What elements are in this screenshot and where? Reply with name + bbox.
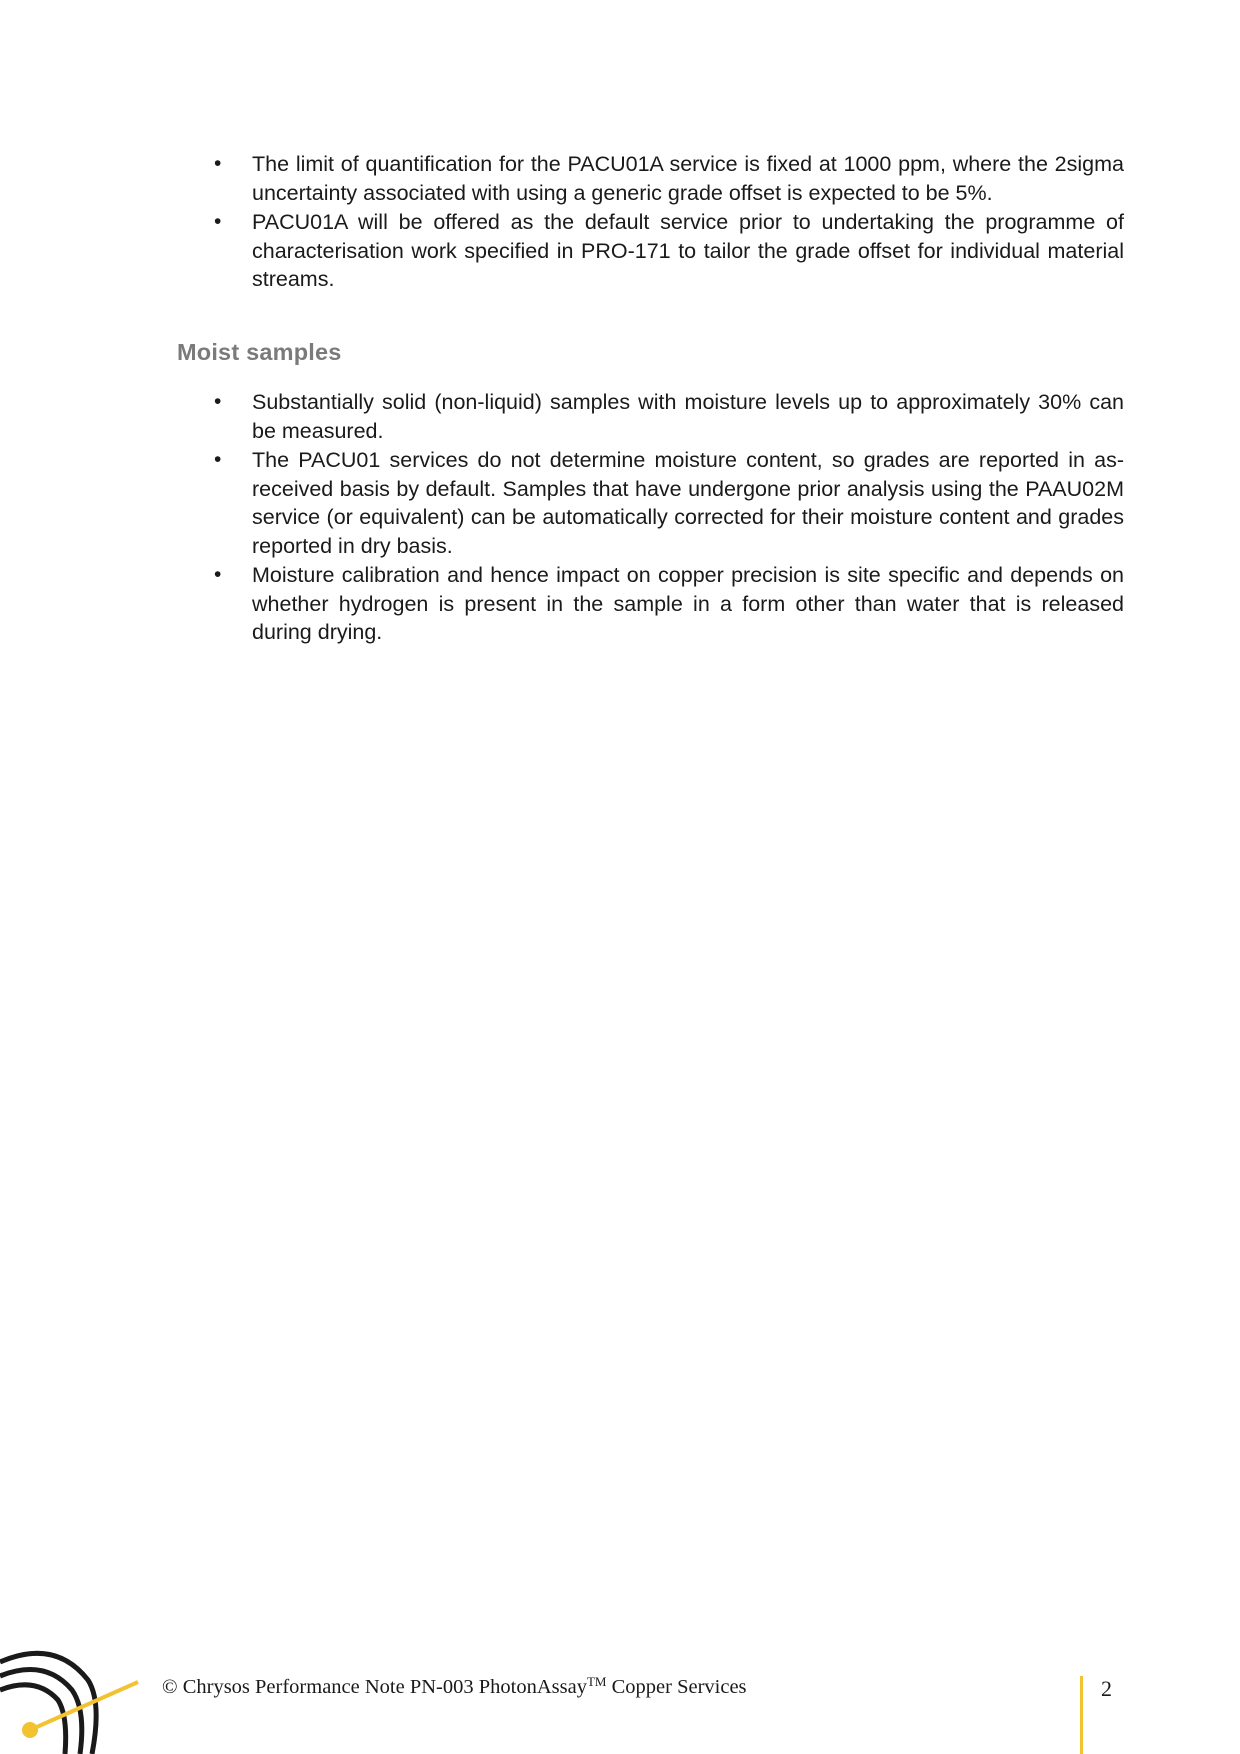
- bullet-icon: •: [214, 448, 222, 471]
- list-item: [212, 388, 1124, 445]
- bullet-text: Moisture calibration and hence impact on copper precision is site specific and depends on whether hydrogen is present in the sample in a form other than water that is released during drying.: [252, 563, 1124, 644]
- bullet-text: Substantially solid (non-liquid) samples with moisture levels up to approximately 30% can be measured.: [252, 390, 1124, 443]
- bullet-text: The PACU01 services do not determine moisture content, so grades are reported in as-received basis by default. Samples that have undergone prior analysis using the PAAU02M service (or equivalent) can be automatically corrected for their moisture content and grades reported in dry basis.: [252, 448, 1124, 558]
- trademark-mark: TM: [586, 1674, 607, 1689]
- section-heading-moist-samples: Moist samples: [177, 339, 342, 365]
- footer-divider: [1080, 1676, 1083, 1754]
- list-item: [212, 561, 1124, 647]
- bullet-icon: •: [214, 563, 222, 586]
- list-item: [212, 150, 1124, 207]
- footer-title-suffix: Copper Services: [611, 1676, 747, 1698]
- list-item: [212, 446, 1124, 560]
- footer-caption: [162, 1674, 747, 1699]
- bullet-icon: •: [214, 210, 222, 233]
- bullet-text: The limit of quantification for the PACU01A service is fixed at 1000 ppm, where the 2sigma uncertainty associated with using a generic grade offset is expected to be 5%.: [252, 152, 1124, 205]
- bullet-list-quantification: [212, 150, 1124, 295]
- bullet-list-moist-samples: [212, 388, 1124, 648]
- page-number: 2: [1101, 1676, 1112, 1701]
- logo-pointer-dot: [22, 1722, 38, 1738]
- bullet-icon: •: [214, 390, 222, 413]
- list-item: [212, 208, 1124, 294]
- chrysos-logo-icon: [0, 1640, 150, 1754]
- bullet-text: PACU01A will be offered as the default service prior to undertaking the programme of characterisation work specified in PRO-171 to tailor the grade offset for individual material streams.: [252, 210, 1124, 291]
- bullet-icon: •: [214, 152, 222, 175]
- footer-title: Chrysos Performance Note PN-003 PhotonAssay: [182, 1676, 587, 1698]
- copyright-symbol: ©: [162, 1676, 178, 1698]
